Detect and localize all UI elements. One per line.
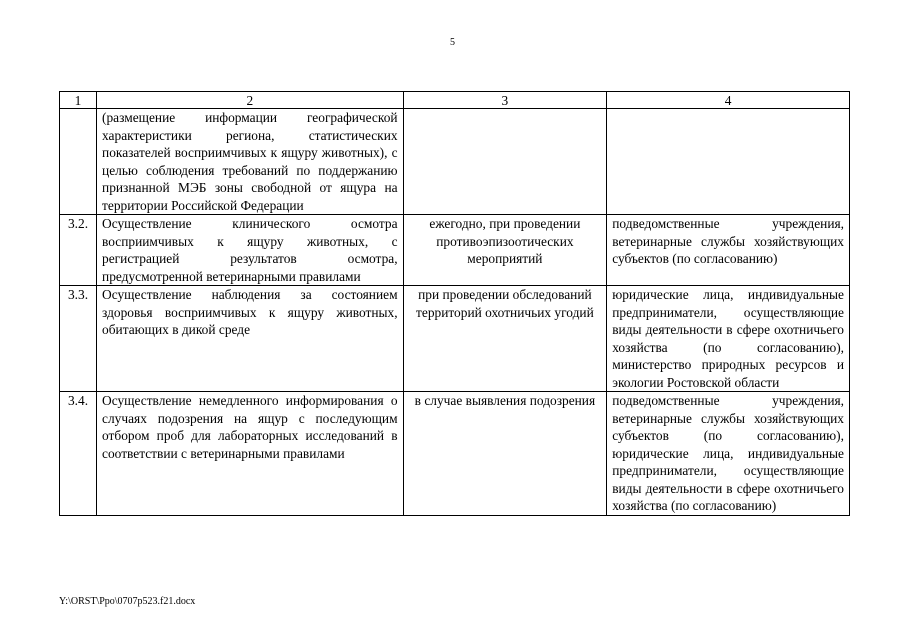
table-header-row — [60, 92, 850, 109]
row-executor: юридические лица, индивидуальные предприниматели, осуществляющие виды деятельности в сфере охотничьего хозяйства (по согласованию), министерство природных ресурсов и экологии Ростовской области — [607, 286, 850, 392]
row-executor — [607, 109, 850, 215]
row-term: в случае выявления подозрения — [403, 392, 607, 516]
table-row — [60, 286, 850, 392]
row-action: (размещение информации географической характеристики региона, статистических показателей восприимчивых к ящуру животных), с целью соблюдения требований по поддержанию признанной МЭБ зоны свободной от ящура на территории Российской Федерации — [97, 109, 404, 215]
row-term: при проведении обследований территорий охотничьих угодий — [403, 286, 607, 392]
row-number: 3.2. — [60, 215, 97, 286]
header-cell: 3 — [403, 92, 607, 109]
footer-file-path: Y:\ORST\Ppo\0707p523.f21.docx — [59, 596, 196, 607]
page-number: 5 — [450, 37, 455, 48]
row-term: ежегодно, при проведении противоэпизоотических мероприятий — [403, 215, 607, 286]
row-term — [403, 109, 607, 215]
table-row — [60, 392, 850, 516]
header-cell: 2 — [97, 92, 404, 109]
row-action: Осуществление наблюдения за состоянием здоровья восприимчивых к ящуру животных, обитающих в дикой среде — [97, 286, 404, 392]
table-row — [60, 215, 850, 286]
header-cell: 4 — [607, 92, 850, 109]
table-row — [60, 109, 850, 215]
row-number — [60, 109, 97, 215]
row-action: Осуществление клинического осмотра восприимчивых к ящуру животных, с регистрацией результатов осмотра, предусмотренной ветеринарными правилами — [97, 215, 404, 286]
row-number: 3.3. — [60, 286, 97, 392]
row-action: Осуществление немедленного информирования о случаях подозрения на ящур с последующим отбором проб для лабораторных исследований в соответствии с ветеринарными правилами — [97, 392, 404, 516]
header-cell: 1 — [60, 92, 97, 109]
row-executor: подведомственные учреждения, ветеринарные службы хозяйствующих субъектов (по согласованию), юридические лица, индивидуальные предприниматели, осуществляющие виды деятельности в сфере охотничьего хозяйства (по согласованию) — [607, 392, 850, 516]
row-executor: подведомственные учреждения, ветеринарные службы хозяйствующих субъектов (по согласованию) — [607, 215, 850, 286]
row-number: 3.4. — [60, 392, 97, 516]
measures-table — [59, 91, 850, 516]
